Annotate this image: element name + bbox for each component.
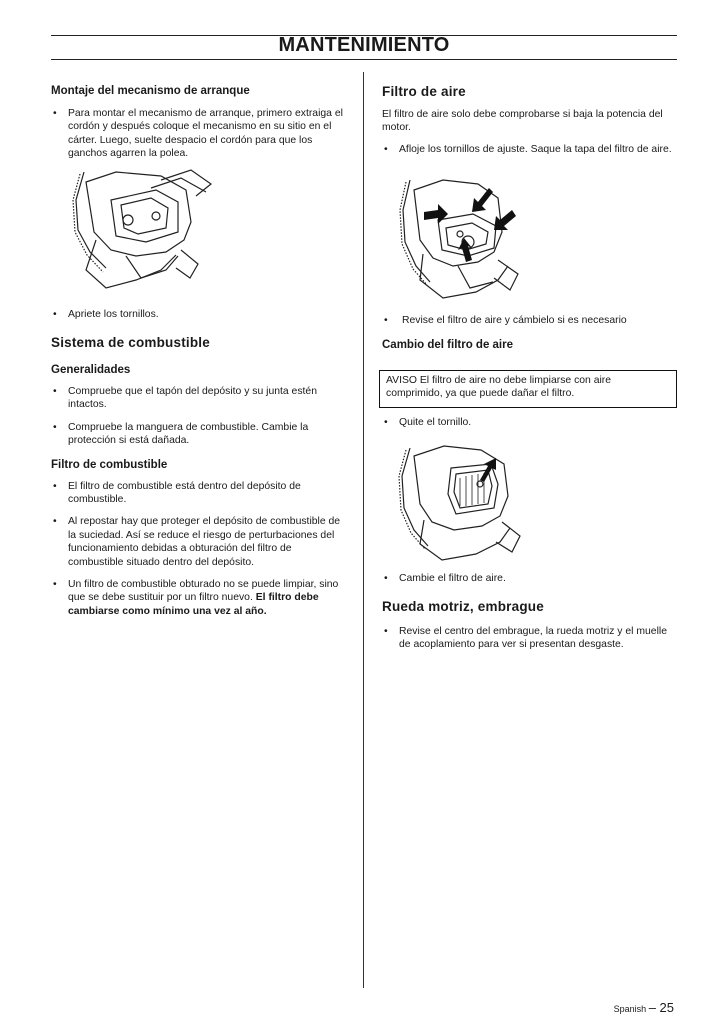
bullet-item: • Revise el centro del embrague, la rueda motriz y el muelle de acoplamiento para ver si presentan desgaste. bbox=[384, 626, 667, 651]
right-bullet-change-filter bbox=[382, 572, 678, 585]
notice-box: AVISO El filtro de aire no debe limpiarse con aire comprimido, ya que puede dañar el filtro. bbox=[379, 370, 677, 408]
page-number: – 25 bbox=[648, 1000, 674, 1015]
left-section-fuel bbox=[51, 335, 347, 618]
bullet-item: • Cambie el filtro de aire. bbox=[384, 573, 506, 584]
page-title: MANTENIMIENTO bbox=[278, 34, 450, 56]
heading-fuel-system: Sistema de combustible bbox=[51, 335, 210, 350]
left-bullet-tighten bbox=[51, 308, 347, 321]
bullet-item: • Afloje los tornillos de ajuste. Saque la tapa del filtro de aire. bbox=[384, 143, 672, 155]
column-divider bbox=[363, 72, 364, 988]
bullet-item: • Para montar el mecanismo de arranque, primero extraiga el cordón y después coloque el mecanismo en su sitio en el cárter. Luego, suelte despacio el cordón para que los ganchos agarren la polea. bbox=[53, 108, 343, 160]
right-section-clutch bbox=[382, 599, 678, 652]
air-filter-replacement-illustration bbox=[396, 438, 536, 566]
heading-drive-wheel-clutch: Rueda motriz, embrague bbox=[382, 599, 544, 614]
footer-language: Spanish bbox=[613, 1004, 647, 1014]
bullet-item: • Quite el tornillo. bbox=[384, 417, 472, 428]
right-bullet-check-filter bbox=[382, 314, 678, 327]
bullet-item: • Revise el filtro de aire y cámbielo si es necesario bbox=[384, 315, 627, 326]
bullet-item: • Al repostar hay que proteger el depósito de combustible de la suciedad. Así se reduce el riesgo de perturbaciones del funcionamiento debidas a obturación del filtro de combustible situado dentro del depósito. bbox=[53, 516, 341, 568]
right-section-change-filter bbox=[382, 338, 678, 352]
right-section-air-filter bbox=[382, 84, 678, 156]
page-footer bbox=[614, 1000, 674, 1015]
bullet-item: • Apriete los tornillos. bbox=[53, 309, 159, 320]
subheading-fuel-filter: Filtro de combustible bbox=[51, 458, 168, 471]
left-section-starter bbox=[51, 84, 347, 161]
bullet-item: • El filtro de combustible está dentro del depósito de combustible. bbox=[53, 480, 301, 506]
heading-starter-assembly: Montaje del mecanismo de arranque bbox=[51, 85, 250, 97]
heading-air-filter: Filtro de aire bbox=[382, 84, 466, 99]
bullet-item: • Compruebe la manguera de combustible. Cambie la protección si está dañada. bbox=[53, 421, 309, 447]
air-filter-cover-illustration bbox=[398, 170, 538, 308]
subheading-general: Generalidades bbox=[51, 364, 131, 376]
air-filter-intro: El filtro de aire solo debe comprobarse si baja la potencia del motor. bbox=[382, 109, 663, 134]
header-rule-bottom bbox=[51, 59, 677, 60]
starter-assembly-illustration bbox=[66, 160, 226, 300]
right-bullet-remove-screw bbox=[382, 416, 678, 429]
heading-change-air-filter: Cambio del filtro de aire bbox=[382, 339, 513, 351]
bullet-item: • Un filtro de combustible obturado no se puede limpiar, sino que se debe sustituir por un filtro nuevo. El filtro debe cambiarse como mínimo una vez al año. bbox=[53, 579, 339, 617]
bullet-item: • Compruebe que el tapón del depósito y su junta estén intactos. bbox=[53, 386, 317, 411]
